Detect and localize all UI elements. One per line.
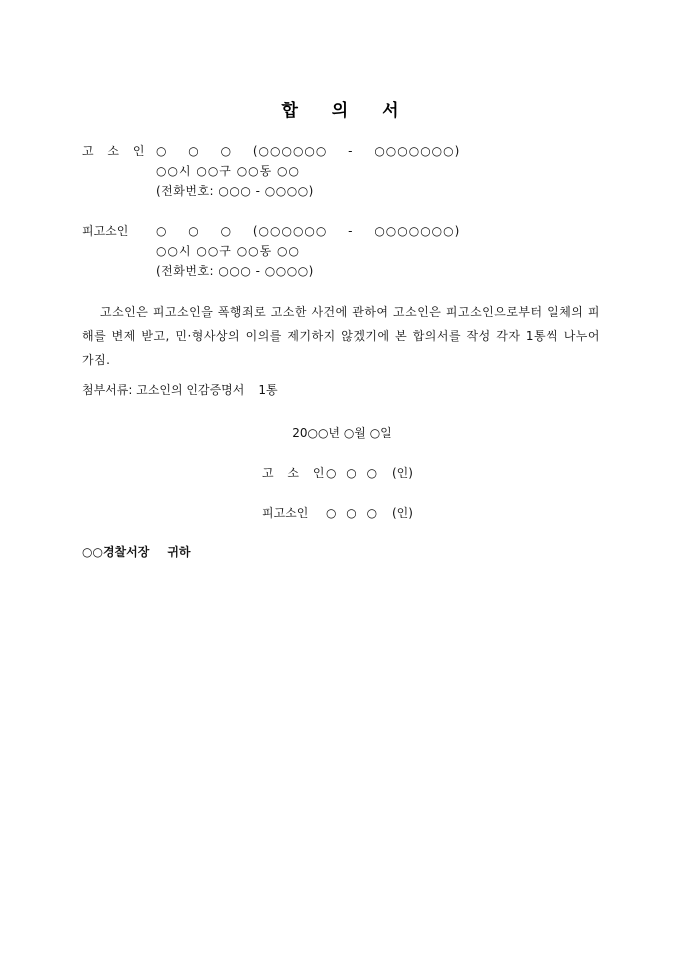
document-date: 20○○년 ○월 ○일 — [292, 426, 392, 440]
accused-name-id: ○ ○ ○ (○○○○○○ - ○○○○○○○) — [156, 224, 461, 238]
signature-label: 고 소 인 — [262, 466, 330, 480]
attachment-count: 1통 — [258, 383, 278, 397]
complainant-label: 고 소 인 — [82, 144, 150, 158]
signature-label: 피고소인 — [262, 506, 309, 520]
accused-block — [82, 221, 622, 281]
signature-name: ○ ○ ○ — [326, 506, 378, 520]
seal-mark: (인) — [392, 506, 413, 520]
seal-mark: (인) — [392, 466, 413, 480]
signature-accused — [262, 503, 413, 523]
accused-phone: (전화번호: ○○○ - ○○○○) — [156, 264, 314, 278]
recipient-line — [82, 542, 191, 562]
signature-name: ○ ○ ○ — [326, 466, 378, 480]
signature-complainant — [262, 463, 413, 483]
complainant-phone: (전화번호: ○○○ - ○○○○) — [156, 184, 314, 198]
accused-label: 피고소인 — [82, 224, 129, 238]
accused-address: ○○시 ○○구 ○○동 ○○ — [156, 244, 300, 258]
attachment-line — [82, 380, 278, 400]
recipient-office: ○○경찰서장 — [82, 545, 150, 559]
agreement-body-text: 고소인은 피고소인을 폭행죄로 고소한 사건에 관하여 고소인은 피고소인으로부터 일체의 피해를 변제 받고, 민·형사상의 이의를 제기하지 않겠기에 본 합의서를 작성 각자 1통씩 나누어 가짐. — [82, 305, 600, 367]
complainant-name-id: ○ ○ ○ (○○○○○○ - ○○○○○○○) — [156, 144, 461, 158]
document-title: 합 의 서 — [281, 101, 399, 121]
complainant-address: ○○시 ○○구 ○○동 ○○ — [156, 164, 300, 178]
recipient-honorific: 귀하 — [167, 545, 191, 559]
attachment-label: 첨부서류: 고소인의 인감증명서 — [82, 383, 245, 397]
agreement-body — [82, 300, 600, 372]
complainant-block — [82, 141, 622, 201]
